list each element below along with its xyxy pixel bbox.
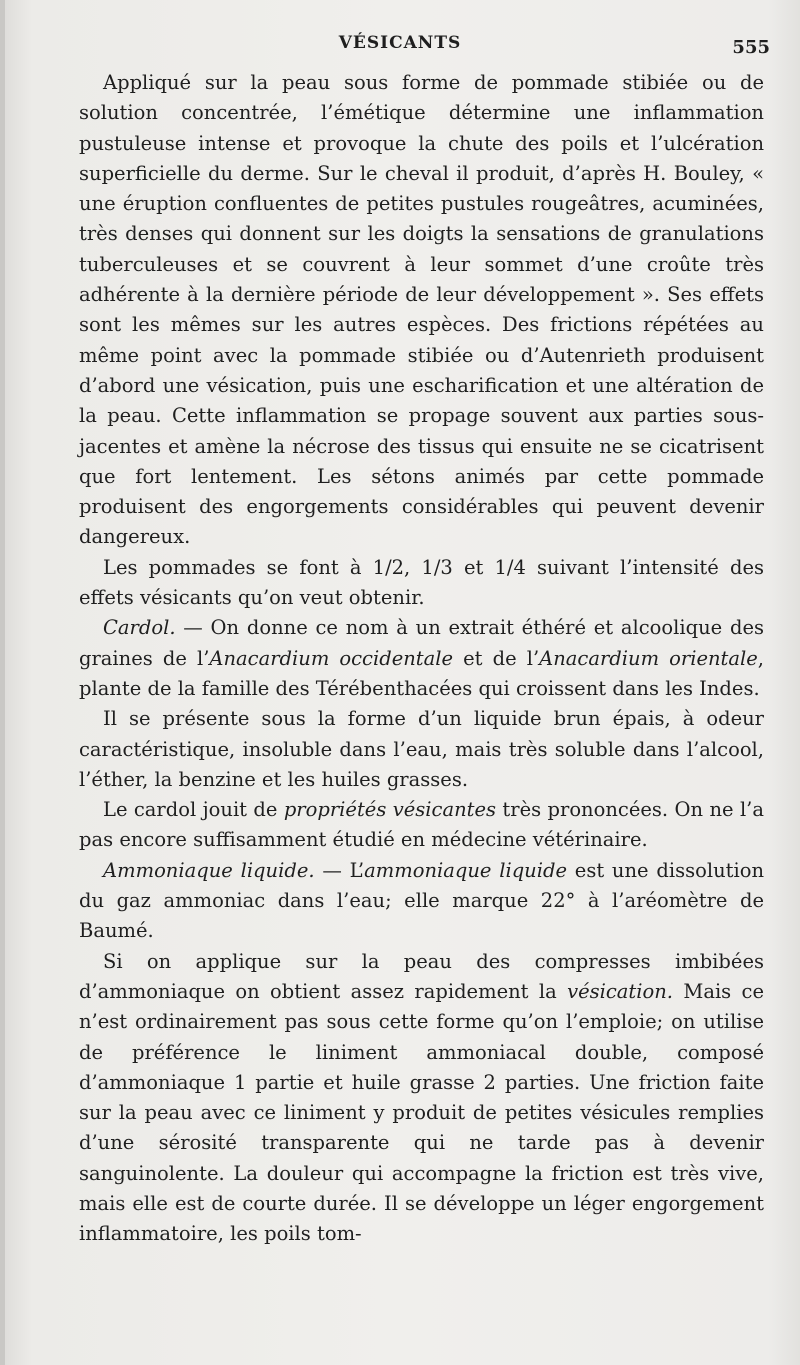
emphasis-proprietes-vesicantes: propriétés vésicantes (283, 798, 497, 822)
paragraph-cardol-description: Il se présente sous la forme d’un liquide brun épais, à odeur caractéristique, insoluble dans l’eau, mais très soluble dans l’alcool, l’éther, la benzine et les huiles grasses. (79, 707, 764, 791)
running-title: VÉSICANTS (338, 33, 462, 53)
paragraph-cardol: Cardol. — On donne ce nom à un extrait éthéré et alcoolique des graines de l’Anacardium occidentale et de l’Anacardium orientale, plante de la famille des Térébenthacées qui croissent dans les Indes. (79, 616, 764, 700)
term-cardol: Cardol. (103, 616, 176, 640)
paragraph-cardol-properties: Le cardol jouit de propriétés vésicantes très prononcées. On ne l’a pas encore suffisamment étudié en médecine vétérinaire. (79, 798, 765, 852)
emphasis-vesication: vésication. (567, 979, 673, 1003)
page-body (79, 68, 764, 1250)
paragraph-emetique-effects: Appliqué sur la peau sous forme de pommade stibiée ou de solution concentrée, l’émétique détermine une inflammation pustuleuse intense et provoque la chute des poils et l’ulcération superficielle du derme. Sur le cheval il produit, d’après H. Bouley, « une éruption confluentes de petites pustules rougeâtres, acuminées, très denses qui donnent sur les doigts la sensations de granulations tuberculeuses et se couvrent à leur sommet d’une croûte très adhérente à la dernière période de leur développement ». Ses effets sont les mêmes sur les autres espèces. Des frictions répétées au même point avec la pommade stibiée ou d’Autenrieth produisent d’abord une vésication, puis une escharification et une altération de la peau. Cette inflammation se propage souvent aux parties sous-jacentes et amène la nécrose des tissus qui ensuite ne se cicatrisent que fort lentement. Les sétons animés par cette pommade produisent des engorgements considérables qui peuvent devenir dangereux. (79, 71, 764, 549)
paragraph-ammoniaque-application: Si on applique sur la peau des compresses imbibées d’ammoniaque on obtient assez rapidement la vésication. Mais ce n’est ordinairement pas sous cette forme qu’on l’emploie; on utilise de préférence le liniment ammoniacal double, composé d’ammoniaque 1 partie et huile grasse 2 parties. Une friction faite sur la peau avec ce liniment y produit de petites vésicules remplies d’une sérosité transparente qui ne tarde pas à devenir sanguinolente. La douleur qui accompagne la friction est très vive, mais elle est de courte durée. Il se développe un léger engorgement inflammatoire, les poils tom- (79, 949, 764, 1246)
species-anacardium-orientale: Anacardium orientale (539, 646, 758, 670)
paragraph-pommade-doses: Les pommades se font à 1/2, 1/3 et 1/4 suivant l’intensité des effets vésicants qu’on veut obtenir. (79, 555, 764, 610)
species-anacardium-occidentale: Anacardium occidentale (209, 646, 454, 670)
emphasis-ammoniaque-liquide: ammoniaque liquide (364, 858, 567, 882)
page-number: 555 (732, 37, 770, 58)
term-ammoniaque-liquide: Ammoniaque liquide. (103, 858, 315, 882)
page-header (0, 33, 800, 57)
paragraph-ammoniaque: Ammoniaque liquide. — L’ammoniaque liquide est une dissolution du gaz ammoniac dans l’eau; elle marque 22° à l’aréomètre de Baumé. (79, 858, 765, 943)
